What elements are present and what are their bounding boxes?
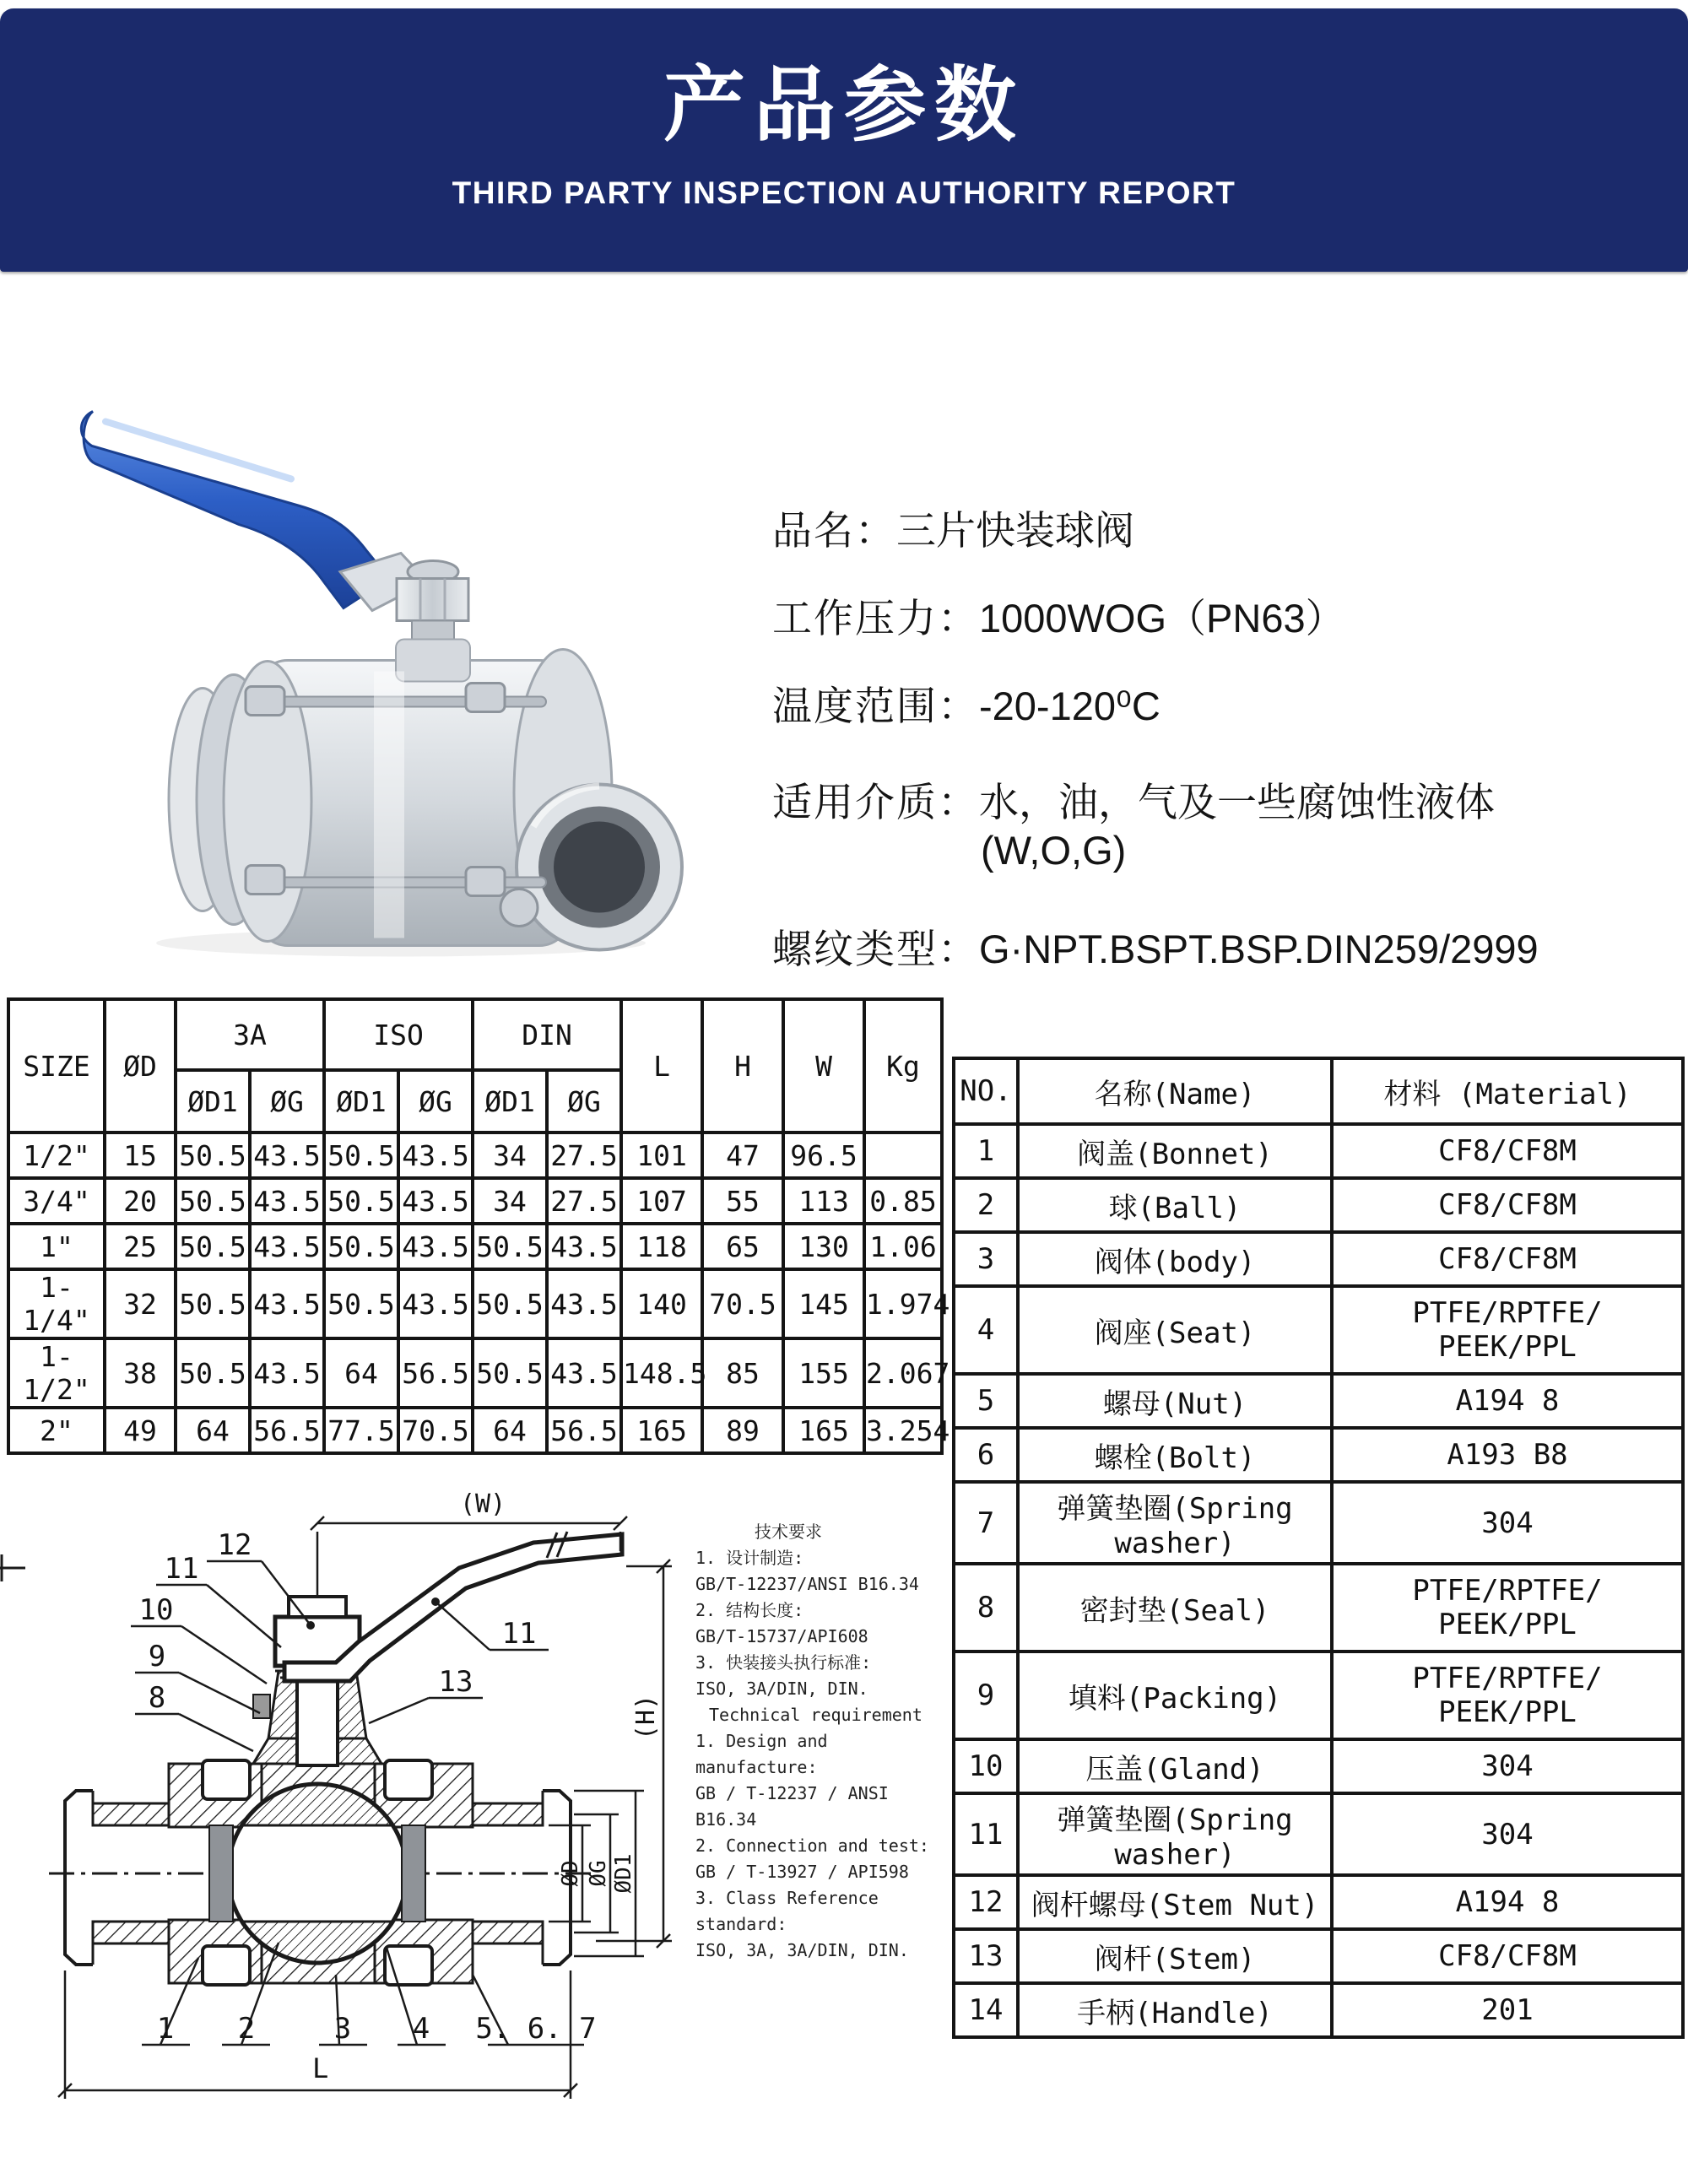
header-banner [0,8,1688,272]
info-name [772,500,1134,556]
body-sheen [374,672,404,938]
table-cell: 56.5 [250,1408,324,1453]
left-ferrule-section [65,1791,93,1965]
note-line: Technical requirement [709,1705,922,1725]
table-cell: 38 [105,1338,176,1408]
table-cell [864,1133,942,1178]
table-cell: 64 [473,1408,547,1453]
table-cell: 阀体(body) [1018,1232,1332,1286]
note-line: GB/T-15737/API608 [695,1626,868,1646]
info-value: G·NPT.BSPT.BSP.DIN259/2999 [979,927,1539,971]
table-cell: 165 [783,1408,864,1453]
note-line: GB / T-12237 / ANSI B16.34 [695,1783,889,1830]
table-cell: 101 [621,1133,702,1178]
technical-notes [695,1519,949,1964]
table-cell: 43.5 [547,1269,621,1338]
table-row [954,1482,1683,1564]
note-line: 3. Class Reference standard: [695,1888,879,1934]
seat-left [209,1825,233,1922]
table-cell: 25 [105,1224,176,1269]
size-dimensions-table [7,997,950,1455]
left-pipe-wall [93,1803,169,1825]
table-cell: 50.5 [176,1178,250,1224]
table-cell: A193 B8 [1332,1428,1683,1482]
info-value: 水，油，气及一些腐蚀性液体 [979,780,1495,824]
table-cell: 34 [473,1178,547,1224]
note-line: 2. Connection and test: [695,1835,929,1856]
table-cell: 43.5 [398,1178,473,1224]
table-row [8,1338,942,1408]
table-cell: 34 [473,1133,547,1178]
table-cell: 27.5 [547,1133,621,1178]
note-line: ISO, 3A/DIN, DIN. [695,1679,868,1699]
table-row [954,1428,1683,1482]
table-cell: 压盖(Gland) [1018,1739,1332,1793]
table-row [954,1232,1683,1286]
table-cell: 1.06 [864,1224,942,1269]
table-cell: 3.254 [864,1408,942,1453]
table-row [954,1929,1683,1983]
dim-l-label: L [312,2052,329,2084]
table-cell: 50.5 [324,1178,398,1224]
info-media [772,771,1495,828]
table-cell: 2.067 [864,1338,942,1408]
table-row [8,1133,942,1178]
table-cell: 5 [954,1374,1018,1428]
table-row [8,1178,942,1224]
table-cell: 螺栓(Bolt) [1018,1428,1332,1482]
seat-right [402,1825,425,1922]
table-cell: 50.5 [176,1224,250,1269]
col-material: 材料 (Material) [1332,1058,1683,1124]
table-cell: 填料(Packing) [1018,1652,1332,1739]
col-size: SIZE [8,999,105,1133]
info-value: -20-120⁰C [979,684,1160,728]
table-cell: CF8/CF8M [1332,1232,1683,1286]
table-cell: 70.5 [398,1408,473,1453]
table-cell: 50.5 [324,1224,398,1269]
col-kg: Kg [864,999,942,1133]
col-d1: ØD1 [176,1070,250,1133]
product-photo-ball-valve [46,359,738,962]
table-row [954,1178,1683,1232]
table-cell: 96.5 [783,1133,864,1178]
table-row [954,1739,1683,1793]
table-cell: 20 [105,1178,176,1224]
col-din: DIN [473,999,621,1070]
note-line: 1. Design and manufacture: [695,1731,828,1777]
note-line: ISO, 3A, 3A/DIN, DIN. [695,1940,909,1960]
table-cell: 螺母(Nut) [1018,1374,1332,1428]
table-cell: 70.5 [702,1269,783,1338]
note-line: GB / T-13927 / API598 [695,1862,909,1882]
table-cell: 阀盖(Bonnet) [1018,1124,1332,1178]
table-cell: 50.5 [324,1269,398,1338]
bonnet-neck [396,640,470,682]
table-cell: 55 [702,1178,783,1224]
table-cell: 56.5 [547,1408,621,1453]
table-cell: 130 [783,1224,864,1269]
right-pipe-wall [473,1803,543,1825]
table-cell: 43.5 [547,1338,621,1408]
table-cell: 15 [105,1133,176,1178]
info-temperature [772,675,1160,732]
table-cell: 12 [954,1875,1018,1929]
table-cell: 65 [702,1224,783,1269]
size-table-body [8,1133,950,1453]
table-cell: 304 [1332,1482,1683,1564]
table-cell: 9 [954,1652,1018,1739]
table-cell: 43.5 [250,1269,324,1338]
table-cell: 1 [954,1124,1018,1178]
callout-11: 11 [164,1552,199,1586]
table-cell: 50.5 [176,1338,250,1408]
table-cell: 155 [783,1338,864,1408]
dim-d-label: ØD [558,1860,583,1887]
table-cell: 118 [621,1224,702,1269]
table-row [954,1124,1683,1178]
callout-5-6-7: 5. 6. 7 [475,2012,597,2046]
table-cell: 弹簧垫圈(Spring washer) [1018,1793,1332,1875]
note-line: 2. 结构长度: [695,1600,804,1620]
valve-handle [81,412,389,608]
col-d: ØD [105,999,176,1133]
table-cell: 43.5 [250,1133,324,1178]
table-cell: 2" [8,1408,105,1453]
table-cell: 43.5 [250,1224,324,1269]
table-cell: 6 [954,1428,1018,1482]
table-cell: 148.5 [621,1338,702,1408]
table-cell: 7 [954,1482,1018,1564]
col-3a: 3A [176,999,324,1070]
col-iso: ISO [324,999,473,1070]
table-cell: 113 [783,1178,864,1224]
col-g: ØG [250,1070,324,1133]
info-label: 温度范围： [772,684,979,728]
table-row [954,1286,1683,1374]
info-media-cont: (W,O,G) [981,828,1127,873]
dim-d1-label: ØD1 [611,1853,636,1894]
table-cell: 3 [954,1232,1018,1286]
table-cell: 43.5 [398,1224,473,1269]
table-cell: 64 [176,1408,250,1453]
info-label: 螺纹类型： [772,927,979,971]
table-row [954,1374,1683,1428]
table-cell: 145 [783,1269,864,1338]
table-cell: 85 [702,1338,783,1408]
table-cell: CF8/CF8M [1332,1124,1683,1178]
table-cell: 0.85 [864,1178,942,1224]
left-pipe-wall [93,1922,169,1943]
table-cell: 8 [954,1564,1018,1652]
info-pressure [772,587,1345,644]
table-cell: 49 [105,1408,176,1453]
table-row [954,1983,1683,2037]
table-cell: 50.5 [176,1269,250,1338]
table-cell: 201 [1332,1983,1683,2037]
table-cell: 1-1/2" [8,1338,105,1408]
callout-handle: 11 [501,1617,537,1651]
col-no: NO. [954,1058,1018,1124]
table-row [954,1875,1683,1929]
callout-13: 13 [438,1665,473,1699]
info-label: 适用介质： [772,780,979,824]
table-cell: 4 [954,1286,1018,1374]
callout-10: 10 [138,1593,174,1627]
table-cell: 50.5 [473,1338,547,1408]
table-cell: 50.5 [324,1133,398,1178]
note-line: 1. 设计制造: [695,1548,804,1568]
table-cell: 32 [105,1269,176,1338]
dim-h-label: (H) [631,1694,661,1741]
info-value: 1000WOG（PN63） [979,596,1345,641]
table-cell: 10 [954,1739,1018,1793]
stem-hex-nut [397,579,468,621]
table-cell: 50.5 [176,1133,250,1178]
note-line: GB/T-12237/ANSI B16.34 [695,1574,919,1594]
table-cell: 14 [954,1983,1018,2037]
info-label: 品名： [772,508,896,553]
table-cell: A194 8 [1332,1374,1683,1428]
table-cell: 阀杆螺母(Stem Nut) [1018,1875,1332,1929]
page-subtitle: THIRD PARTY INSPECTION AUTHORITY REPORT [452,176,1236,210]
table-cell: 11 [954,1793,1018,1875]
table-cell: 304 [1332,1793,1683,1875]
table-row [8,1224,942,1269]
table-cell: PTFE/RPTFE/ PEEK/PPL [1332,1652,1683,1739]
table-cell: 43.5 [250,1178,324,1224]
parts-material-table [952,1057,1685,2039]
col-g: ØG [547,1070,621,1133]
leader-dot [431,1597,440,1606]
table-cell: 43.5 [547,1224,621,1269]
callout-9: 9 [148,1640,166,1673]
table-cell: 50.5 [473,1269,547,1338]
info-label: 工作压力： [772,596,979,641]
table-cell: A194 8 [1332,1875,1683,1929]
right-pipe-wall [473,1922,543,1943]
table-cell: 1/2" [8,1133,105,1178]
table-cell: 手柄(Handle) [1018,1983,1332,2037]
table-cell: 球(Ball) [1018,1178,1332,1232]
note-line: 技术要求 [755,1522,822,1542]
table-row [954,1652,1683,1739]
table-cell: CF8/CF8M [1332,1178,1683,1232]
info-value: 三片快装球阀 [896,508,1134,553]
table-cell: PTFE/RPTFE/ PEEK/PPL [1332,1286,1683,1374]
table-cell: 1-1/4" [8,1269,105,1338]
callout-8: 8 [148,1681,166,1715]
table-row [954,1564,1683,1652]
table-cell: 43.5 [398,1269,473,1338]
col-g: ØG [398,1070,473,1133]
col-w: W [783,999,864,1133]
table-cell: 140 [621,1269,702,1338]
dim-w-label: (W) [460,1489,506,1519]
callout-12: 12 [217,1528,252,1562]
table-cell: 43.5 [398,1133,473,1178]
table-cell: 165 [621,1408,702,1453]
table-row [8,1269,942,1338]
table-cell: 47 [702,1133,783,1178]
table-cell: 密封垫(Seal) [1018,1564,1332,1652]
table-cell: 64 [324,1338,398,1408]
table-cell: 27.5 [547,1178,621,1224]
info-thread-type [772,918,1539,975]
right-port-bore [554,822,645,913]
table-cell: PTFE/RPTFE/ PEEK/PPL [1332,1564,1683,1652]
callout-1: 1 [156,2012,175,2046]
col-h: H [702,999,783,1133]
leader-dot [306,1621,315,1630]
table-cell: 2 [954,1178,1018,1232]
callout-3: 3 [333,2012,352,2046]
table-cell: CF8/CF8M [1332,1929,1683,1983]
dim-g-label: ØG [586,1860,611,1887]
col-d1: ØD1 [473,1070,547,1133]
table-cell: 1.974 [864,1269,942,1338]
table-row [954,1793,1683,1875]
table-cell: 56.5 [398,1338,473,1408]
col-d1: ØD1 [324,1070,398,1133]
page-title: 产品参数 [663,59,1025,151]
table-cell: 304 [1332,1739,1683,1793]
table-cell: 89 [702,1408,783,1453]
col-l: L [621,999,702,1133]
table-cell: 77.5 [324,1408,398,1453]
table-cell: 50.5 [473,1224,547,1269]
packing-block [253,1695,270,1718]
material-table-body [954,1124,1683,2037]
note-line: 3. 快装接头执行标准: [695,1652,872,1673]
col-name: 名称(Name) [1018,1058,1332,1124]
table-cell: 13 [954,1929,1018,1983]
table-cell: 阀座(Seat) [1018,1286,1332,1374]
callout-4: 4 [412,2012,430,2046]
table-cell: 43.5 [250,1338,324,1408]
callout-2: 2 [237,2012,256,2046]
table-cell: 阀杆(Stem) [1018,1929,1332,1983]
table-cell: 107 [621,1178,702,1224]
table-cell: 3/4" [8,1178,105,1224]
table-cell: 弹簧垫圈(Spring washer) [1018,1482,1332,1564]
table-cell: 1" [8,1224,105,1269]
